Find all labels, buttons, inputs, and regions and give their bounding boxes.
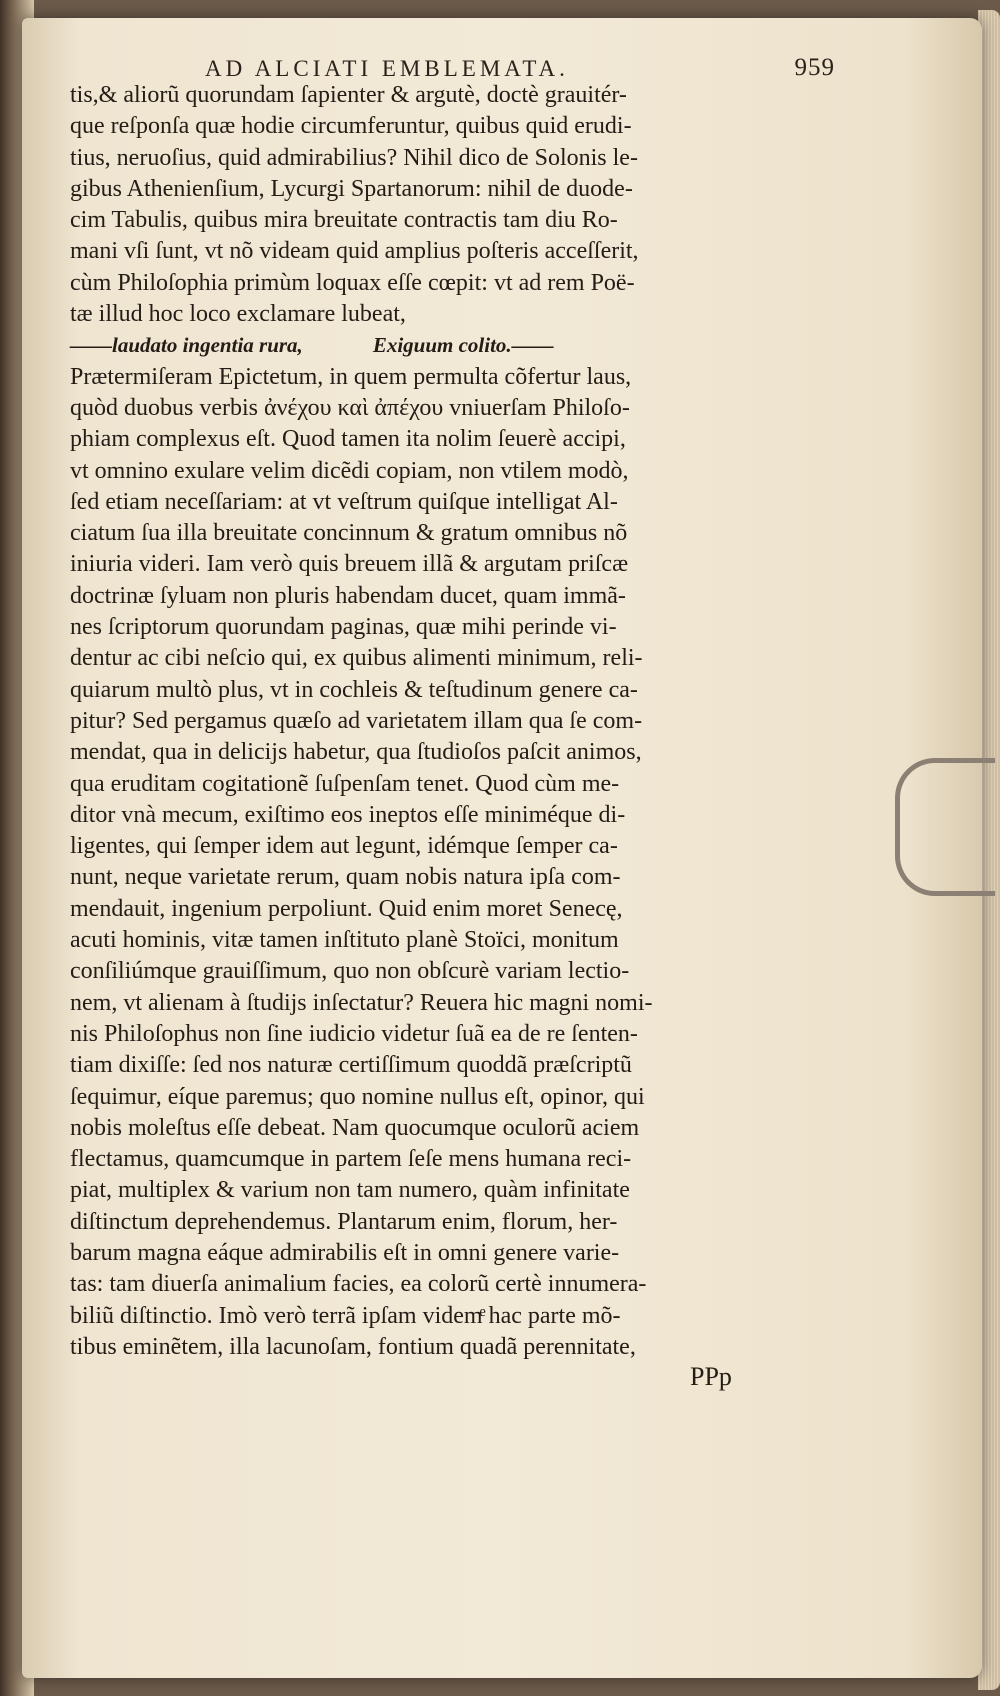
- text-line: gibus Athenienſium, Lycurgi Spartanorum: nihil de duode-: [70, 175, 633, 202]
- text-line: nobis moleſtus eſſe debeat. Nam quocumque oculorũ aciem: [70, 1114, 640, 1141]
- text-line: biliũ diſtinctio. Imò verò terrã ipſam videmͤ hac parte mõ-: [70, 1302, 621, 1329]
- text-line: tis,& aliorũ quorundam ſapienter & argutè, doctè grauitér-: [70, 82, 627, 108]
- text-line: barum magna eáque admirabilis eſt in omni genere varie-: [70, 1239, 620, 1266]
- text-line: ſequimur, eíque paremus; quo nomine nullus eſt, opinor, qui: [70, 1083, 645, 1110]
- text-line: mani vſi ſunt, vt nõ videam quid amplius poſteris acceſſerit,: [70, 238, 639, 265]
- text-line: cùm Philoſophia primùm loquax eſſe cœpit: vt ad rem Poë-: [70, 269, 635, 296]
- text-line: iniuria videri. Iam verò quis breuem illã & argutam priſcæ: [70, 551, 629, 578]
- text-line: flectamus, quamcumque in partem ſeſe mens humana reci-: [70, 1146, 632, 1173]
- text-line: mendauit, ingenium perpoliunt. Quid enim moret Senecę,: [70, 895, 623, 922]
- text-line: pitur? Sed pergamus quæſo ad varietatem illam qua ſe com-: [70, 707, 643, 734]
- catchword: PPp: [690, 1362, 732, 1391]
- text-line: nunt, neque varietate rerum, quam nobis natura ipſa com-: [70, 864, 621, 891]
- text-line: Prætermiſeram Epictetum, in quem permulta cõfertur laus,: [70, 363, 632, 390]
- text-line: piat, multiplex & varium non tam numero, quàm infinitate: [70, 1177, 630, 1204]
- text-line: nem, vt alienam à ſtudijs inſectatur? Reuera hic magni nomi-: [70, 989, 653, 1016]
- text-line: acuti hominis, vitæ tamen inſtituto planè Stoïci, monitum: [70, 927, 619, 954]
- text-line: diſtinctum deprehendemus. Plantarum enim, florum, her-: [70, 1208, 618, 1235]
- text-line: cim Tabulis, quibus mira breuitate contractis tam diu Ro-: [70, 207, 618, 234]
- text-line: tæ illud hoc loco exclamare lubeat,: [70, 301, 406, 328]
- text-line: dentur ac cibi neſcio qui, ex quibus alimenti minimum, reli-: [70, 645, 643, 672]
- text-line: ditor vnà mecum, exiſtimo eos ineptos eſſe miniméque di-: [70, 801, 626, 828]
- text-line: qua eruditam cogitationẽ ſuſpenſam tenet. Quod cùm me-: [70, 770, 620, 797]
- running-title: AD ALCIATI EMBLEMATA.: [205, 56, 569, 81]
- text-line: que reſponſa quæ hodie circumferuntur, quibus quid erudi-: [70, 113, 632, 140]
- text-line: ligentes, qui ſemper idem aut legunt, idémque ſemper ca-: [70, 833, 618, 860]
- page-text: [70, 80, 830, 1363]
- text-line: quiarum multò plus, vt in cochleis & teſtudinum genere ca-: [70, 676, 638, 703]
- text-line: ciatum ſua illa breuitate concinnum & gratum omnibus nõ: [70, 520, 628, 547]
- text-line: doctrinæ ſyluam non pluris habendam ducet, quam immã-: [70, 582, 626, 609]
- text-line: quòd duobus verbis ἀνέχου καὶ ἀπέχου vniuerſam Philoſo-: [70, 394, 630, 421]
- text-line: phiam complexus eſt. Quod tamen ita nolim ſeuerè accipi,: [70, 426, 626, 453]
- text-line: tius, neruoſius, quid admirabilius? Nihil dico de Solonis le-: [70, 144, 638, 171]
- text-line: conſiliúmque grauiſſimum, quo non obſcurè variam lectio-: [70, 958, 630, 985]
- text-line: tibus eminẽtem, illa lacunoſam, fontium quadã perennitate,: [70, 1333, 636, 1360]
- page-clip: [895, 758, 995, 896]
- text-line: nis Philoſophus non ſine iudicio videtur ſuã ea de re ſenten-: [70, 1020, 638, 1047]
- text-line: tas: tam diuerſa animalium facies, ea colorũ certè innumera-: [70, 1271, 647, 1298]
- verse-right: Exiguum colito.——: [372, 333, 554, 358]
- text-line: ſed etiam neceſſariam: at vt veſtrum quiſque intelligat Al-: [70, 488, 618, 515]
- text-line: tiam dixiſſe: ſed nos naturæ certiſſimum quoddã præſcriptũ: [70, 1052, 632, 1079]
- text-line: nes ſcriptorum quorundam paginas, quæ mihi perinde vi-: [70, 614, 617, 641]
- folio-number: 959: [794, 54, 835, 81]
- verse-left: ——laudato ingentia rura,: [70, 333, 303, 358]
- text-line: mendat, qua in delicijs habetur, qua ſtudioſos paſcit animos,: [70, 739, 642, 766]
- text-line: vt omnino exulare velim dicẽdi copiam, non vtilem modò,: [70, 457, 629, 484]
- verse-quotation: [70, 330, 830, 361]
